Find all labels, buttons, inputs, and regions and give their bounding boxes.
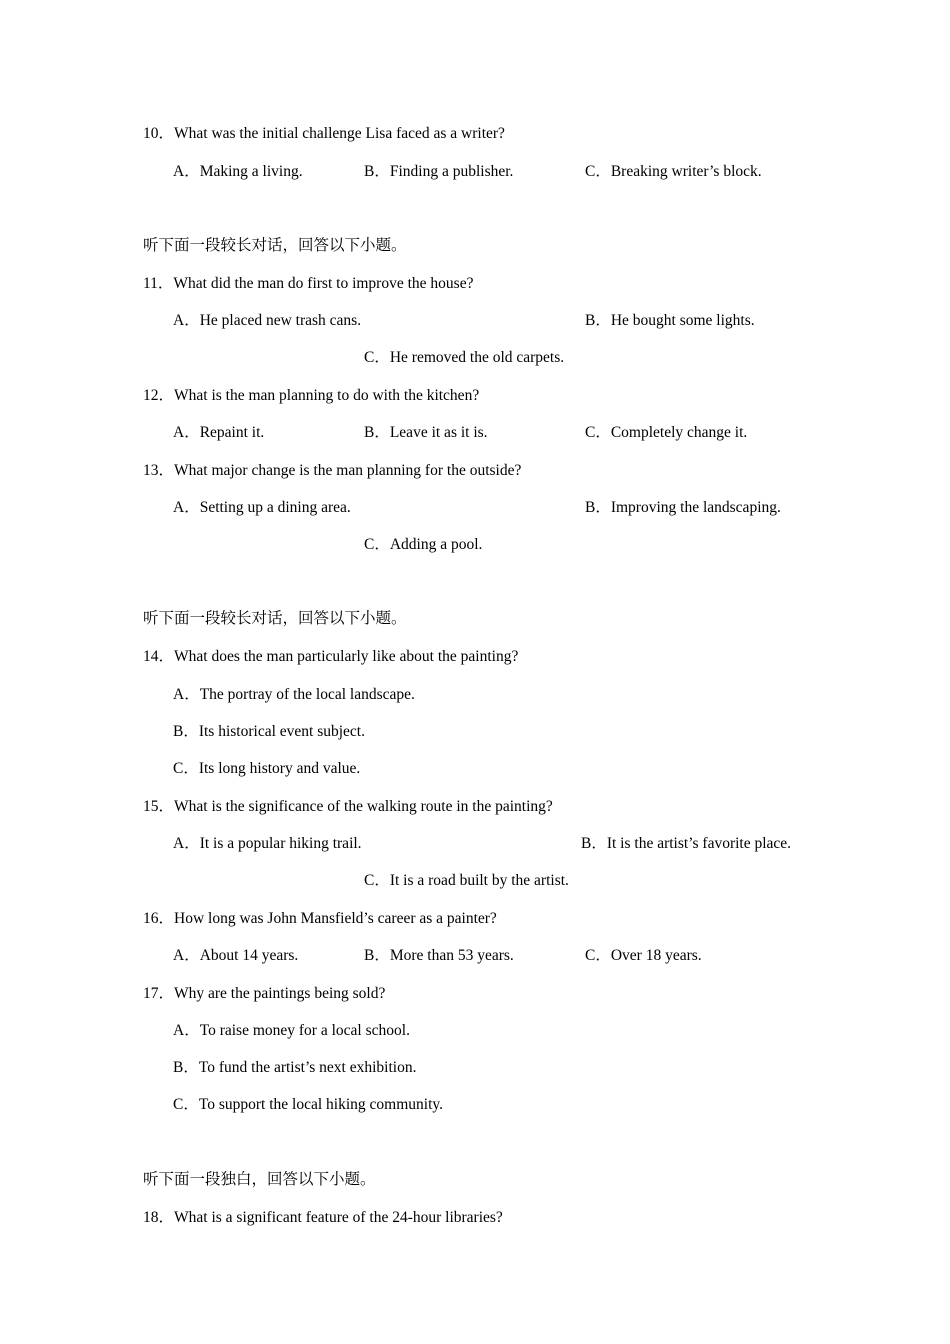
question-10-stem: 10．What was the initial challenge Lisa faced as a writer? — [143, 125, 505, 142]
question-16-option-b: B．More than 53 years. — [364, 947, 514, 964]
question-14-option-a: A．The portray of the local landscape. — [173, 686, 415, 703]
question-12-option-a: A．Repaint it. — [173, 424, 265, 441]
question-12-option-b: B．Leave it as it is. — [364, 424, 488, 441]
question-13-option-c: C．Adding a pool. — [364, 536, 483, 553]
question-12-stem: 12．What is the man planning to do with the kitchen? — [143, 387, 480, 404]
question-16-stem: 16．How long was John Mansfield’s career as a painter? — [143, 910, 497, 927]
question-16-option-c: C．Over 18 years. — [585, 947, 702, 964]
question-14-stem: 14．What does the man particularly like about the painting? — [143, 648, 519, 665]
question-15-stem: 15．What is the significance of the walking route in the painting? — [143, 798, 553, 815]
question-17-option-a: A．To raise money for a local school. — [173, 1022, 410, 1039]
question-14-option-c: C．Its long history and value. — [173, 760, 361, 777]
question-11-stem: 11．What did the man do first to improve the house? — [143, 275, 474, 292]
question-16-option-a: A．About 14 years. — [173, 947, 299, 964]
question-15-option-c: C．It is a road built by the artist. — [364, 872, 569, 889]
question-10-option-a: A．Making a living. — [173, 163, 303, 180]
question-17-option-c: C．To support the local hiking community. — [173, 1096, 443, 1113]
question-13-stem: 13．What major change is the man planning for the outside? — [143, 462, 522, 479]
section-instruction-2: 听下面一段较长对话，回答以下小题。 — [143, 237, 407, 254]
question-10-option-c: C．Breaking writer’s block. — [585, 163, 762, 180]
question-11-option-a: A．He placed new trash cans. — [173, 312, 362, 329]
section-instruction-3: 听下面一段较长对话，回答以下小题。 — [143, 610, 407, 627]
question-17-option-b: B．To fund the artist’s next exhibition. — [173, 1059, 417, 1076]
question-11-option-b: B．He bought some lights. — [585, 312, 755, 329]
question-13-option-a: A．Setting up a dining area. — [173, 499, 351, 516]
question-11-option-c: C．He removed the old carpets. — [364, 349, 565, 366]
section-instruction-4: 听下面一段独白，回答以下小题。 — [143, 1171, 376, 1188]
question-15-option-b: B．It is the artist’s favorite place. — [581, 835, 792, 852]
question-17-stem: 17．Why are the paintings being sold? — [143, 985, 386, 1002]
question-13-option-b: B．Improving the landscaping. — [585, 499, 781, 516]
question-14-option-b: B．Its historical event subject. — [173, 723, 365, 740]
question-18-stem: 18．What is a significant feature of the 24-hour libraries? — [143, 1209, 503, 1226]
question-10-option-b: B．Finding a publisher. — [364, 163, 514, 180]
question-12-option-c: C．Completely change it. — [585, 424, 748, 441]
question-15-option-a: A．It is a popular hiking trail. — [173, 835, 362, 852]
